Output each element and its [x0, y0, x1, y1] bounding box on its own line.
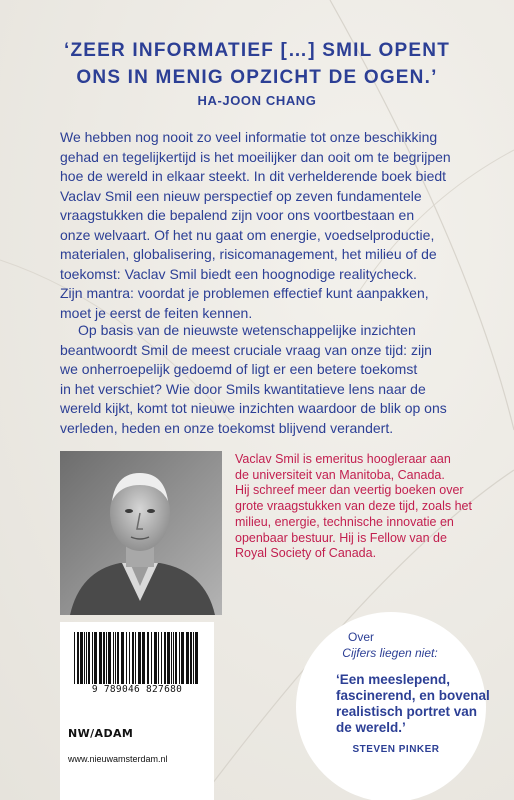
- blurb-line: Op basis van de nieuwste wetenschappelijke inzichten: [78, 322, 416, 338]
- blurb-paragraph-1: [60, 128, 470, 323]
- barcode-stripe: [181, 632, 184, 684]
- blurb-line: in het verschiet? Wie door Smils kwantitatieve lens naar de: [60, 380, 426, 397]
- blurb-line: onze welvaart. Of het nu gaat om energie, voedselproductie,: [60, 226, 435, 243]
- barcode-stripe: [186, 632, 189, 684]
- review-quote-line: de wereld.’: [336, 720, 406, 735]
- barcode-stripe: [135, 632, 136, 684]
- barcode-panel: [60, 622, 214, 800]
- review-quote-line: realistisch portret van: [336, 704, 478, 719]
- barcode-stripe: [154, 632, 157, 684]
- blurb-line: materialen, globalisering, risicomanagement, het milieu of de: [60, 246, 437, 262]
- barcode-stripe: [88, 632, 90, 684]
- barcode-stripe: [126, 632, 127, 684]
- barcode-stripe: [138, 632, 141, 684]
- blurb-line: we onherroepelijk gedoemd of ligt er een betere toekomst: [60, 361, 418, 377]
- publisher-logo: NW/ADAM: [68, 727, 134, 740]
- barcode-stripe: [167, 632, 170, 684]
- publisher-url: www.nieuwamsterdam.nl: [68, 754, 168, 764]
- review-author: STEVEN PINKER: [352, 744, 440, 755]
- barcode-stripe: [161, 632, 162, 684]
- barcode-stripe: [171, 632, 172, 684]
- blurb-line: wereld kijkt, komt tot nieuwe inzichten waardoor de blik op ons: [60, 400, 447, 416]
- blurb-line: toekomst: Vaclav Smil biedt een hoognodige realitycheck.: [60, 265, 417, 282]
- review-book-title: [320, 646, 460, 660]
- barcode-stripe: [129, 632, 130, 684]
- barcode-stripe: [142, 632, 145, 684]
- quote-line-2: ONS IN MENIG OPZICHT DE OGEN.’: [76, 67, 438, 88]
- author-bio: [235, 452, 495, 562]
- blurb-line: vraagstukken die bepalend zijn voor ons voortbestaan en: [60, 207, 415, 223]
- blurb-line: moet je eerst de feiten kennen.: [60, 304, 253, 321]
- review-over-label: Over: [347, 630, 374, 644]
- blurb-line: gehad en tegelijkertijd is het moeilijker dan ooit om te begrijpen: [60, 148, 451, 165]
- review-title-colon: :: [434, 646, 438, 660]
- bio-line: de universiteit van Manitoba, Canada.: [235, 467, 445, 482]
- barcode-stripe: [132, 632, 134, 684]
- bio-line: Vaclav Smil is emeritus hoogleraar aan: [235, 452, 451, 466]
- barcode-stripe: [193, 632, 194, 684]
- quote-author: HA-JOON CHANG: [197, 93, 317, 108]
- review-quote-line: ‘Een meeslepend,: [336, 672, 451, 687]
- blurb-line: hoe de wereld in elkaar steekt. In dit verhelderende boek biedt: [60, 168, 447, 184]
- barcode-stripe: [106, 632, 107, 684]
- blurb-line: verleden, heden en onze toekomst blijvend verandert.: [60, 419, 394, 436]
- blurb-paragraph-2: [60, 321, 470, 438]
- blurb-line: Vaclav Smil een nieuw perspectief op zeven fundamentele: [60, 187, 422, 204]
- bio-line: grote vraagstukken van deze tijd, zoals het: [235, 499, 472, 514]
- barcode-stripe: [99, 632, 102, 684]
- barcode-stripe: [74, 632, 75, 684]
- barcode: [72, 632, 202, 684]
- review-quote-line: fascinerend, en bovenal: [336, 688, 490, 703]
- barcode-stripe: [173, 632, 174, 684]
- blurb-line: We hebben nog nooit zo veel informatie tot onze beschikking: [60, 129, 438, 145]
- barcode-stripe: [195, 632, 198, 684]
- bio-line: Royal Society of Canada.: [235, 546, 377, 561]
- barcode-stripe: [80, 632, 83, 684]
- bio-line: milieu, energie, technische innovatie en: [235, 514, 454, 529]
- barcode-stripe: [151, 632, 152, 684]
- barcode-stripe: [164, 632, 166, 684]
- barcode-stripe: [84, 632, 85, 684]
- author-photo: [60, 451, 222, 615]
- barcode-stripe: [103, 632, 105, 684]
- barcode-stripe: [121, 632, 124, 684]
- barcode-stripe: [92, 632, 93, 684]
- isbn-number: 9 789046 827680: [91, 684, 183, 695]
- barcode-stripe: [175, 632, 177, 684]
- bio-line: openbaar bestuur. Hij is Fellow van de: [235, 530, 447, 545]
- barcode-stripe: [94, 632, 97, 684]
- barcode-stripe: [113, 632, 114, 684]
- barcode-stripe: [158, 632, 159, 684]
- blurb-line: Zijn mantra: voordat je problemen effectief kunt aanpakken,: [60, 285, 429, 301]
- barcode-stripe: [190, 632, 192, 684]
- barcode-stripe: [179, 632, 180, 684]
- barcode-stripe: [77, 632, 79, 684]
- blurb-line: beantwoordt Smil de meest cruciale vraag van onze tijd: zijn: [60, 341, 432, 358]
- bio-line: Hij schreef meer dan veertig boeken over: [235, 483, 464, 498]
- barcode-stripe: [86, 632, 87, 684]
- review-title-text: Cijfers liegen niet: [342, 646, 435, 660]
- review-circle: [296, 612, 490, 800]
- barcode-stripe: [117, 632, 119, 684]
- barcode-stripe: [147, 632, 149, 684]
- review-quote: [336, 672, 490, 736]
- barcode-stripe: [115, 632, 116, 684]
- quote-line-1: ‘ZEER INFORMATIEF […] SMIL OPENT: [63, 40, 451, 61]
- barcode-stripe: [108, 632, 111, 684]
